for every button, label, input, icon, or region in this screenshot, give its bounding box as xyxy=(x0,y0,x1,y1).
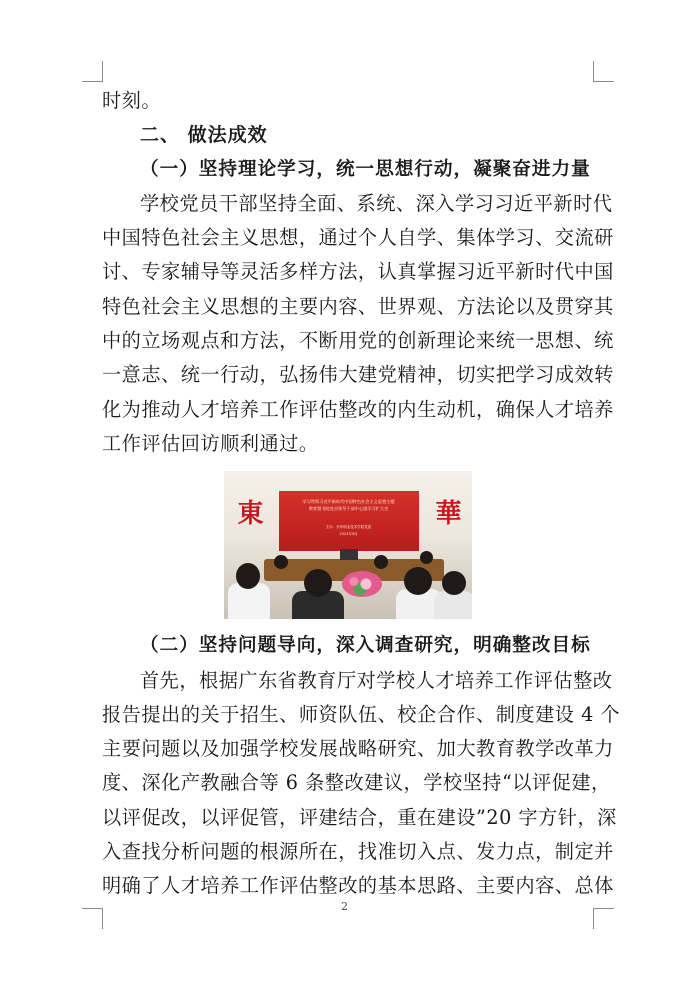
attendee xyxy=(434,591,472,619)
page-number: 2 xyxy=(341,900,348,913)
paragraph-line: 化为推动人才培养工作评估整改的内生动机，确保人才培养 xyxy=(102,397,614,421)
text-block-bottom xyxy=(102,629,621,903)
flower-arrangement xyxy=(342,571,382,597)
attendee-head xyxy=(236,563,260,589)
paragraph-line: 中的立场观点和方法，不断用党的创新理论来统一思想、统 xyxy=(102,329,614,353)
attendee-head xyxy=(274,555,288,569)
laptop xyxy=(340,549,358,560)
subsection-heading: （一）坚持理论学习，统一思想行动，凝聚奋进力量 xyxy=(140,158,591,180)
paragraph-line: 学校党员干部坚持全面、系统、深入学习习近平新时代 xyxy=(140,191,613,215)
paragraph-line: 讨、专家辅导等灵活多样方法，认真掌握习近平新时代中国 xyxy=(102,260,614,284)
paragraph-line: 特色社会主义思想的主要内容、世界观、方法论以及贯穿其 xyxy=(102,294,614,318)
paragraph-line: 入查找分析问题的根源所在，找准切入点、发力点，制定并 xyxy=(102,840,614,864)
text-block-top xyxy=(102,84,614,461)
banner-line-4: 2023年5月 xyxy=(339,532,358,537)
crop-mark-top-left xyxy=(82,61,103,82)
paragraph-line: 工作评估回访顺利通过。 xyxy=(102,431,319,455)
crop-mark-top-right xyxy=(593,61,614,82)
meeting-photo xyxy=(224,471,472,619)
paragraph-line: 一意志、统一行动，弘扬伟大建党精神，切实把学习成效转 xyxy=(102,363,614,387)
banner-line-3: 主办：东华职业技术学院党委 xyxy=(325,525,372,530)
paragraph-line: 中国特色社会主义思想，通过个人自学、集体学习、交流研 xyxy=(102,226,614,250)
section-heading: 二、 做法成效 xyxy=(140,124,268,147)
attendee-head xyxy=(374,555,388,569)
paragraph-line: 报告提出的关于招生、师资队伍、校企合作、制度建设 4 个 xyxy=(102,702,621,726)
meeting-banner xyxy=(279,491,419,551)
page-body xyxy=(102,84,621,904)
paragraph-line: 度、深化产教融合等 6 条整改建议，学校坚持“以评促建， xyxy=(102,771,611,795)
calligraphy-char-left: 東 xyxy=(237,499,264,530)
subsection-heading: （二）坚持问题导向，深入调查研究，明确整改目标 xyxy=(140,635,591,657)
attendee-head xyxy=(304,569,332,597)
banner-line-2: 教育暨书院党员领导干部中心组学习扩大会 xyxy=(308,506,389,512)
attendee-head xyxy=(404,567,432,595)
calligraphy-char-right: 華 xyxy=(435,499,462,530)
attendee-head xyxy=(420,551,433,564)
paragraph-line: 主要问题以及加强学校发展战略研究、加大教育教学改革力 xyxy=(102,737,614,761)
banner-line-1: 学习贯彻习近平新时代中国特色社会主义思想主题 xyxy=(302,499,395,505)
paragraph-line: 首先，根据广东省教育厅对学校人才培养工作评估整改 xyxy=(140,668,613,692)
paragraph-line: 时刻。 xyxy=(102,89,162,112)
paragraph-line: 明确了人才培养工作评估整改的基本思路、主要内容、总体 xyxy=(102,874,614,898)
attendee-head xyxy=(442,571,466,595)
paragraph-line: 以评促改，以评促管，评建结合，重在建设”20 字方针，深 xyxy=(102,805,617,829)
